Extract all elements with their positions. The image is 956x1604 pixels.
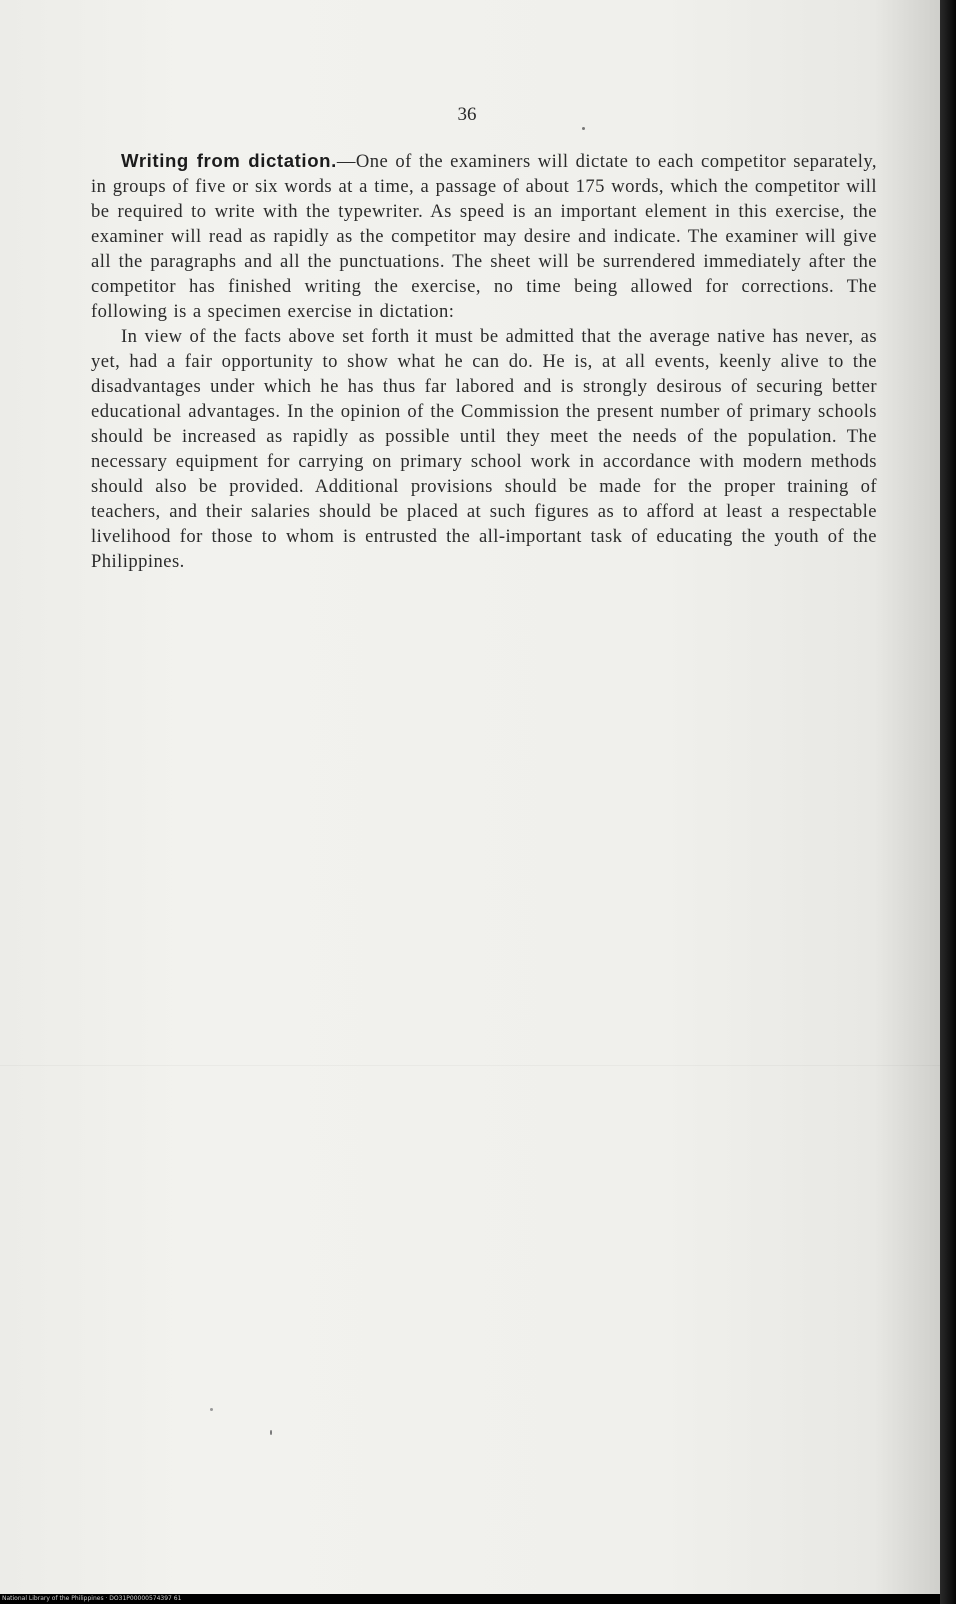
paragraph-specimen-exercise [91,324,877,574]
paragraph-heading: Writing from dictation. [121,150,337,171]
paragraph-text: —One of the examiners will dictate to each competitor separately, in groups of five or six words at a time, a passage of about 175 words, which the competitor will be required to write with the typewriter. As speed is an important element in this exercise, the examiner will read as rapidly as the competitor may desire and indicate. The examiner will give all the paragraphs and all the punctuations. The sheet will be surrendered immediately after the competitor has finished writing the exercise, no time being allowed for corrections. The following is a specimen exercise in dictation: [91,151,877,322]
scan-speck [582,127,585,130]
scan-speck [210,1408,213,1411]
page-number: 36 [457,104,477,125]
paragraph-text: In view of the facts above set forth it must be admitted that the average native has never, as yet, had a fair opportunity to show what he can do. He is, at all events, keenly alive to the disadvantages under which he has thus far labored and is strongly desirous of securing better educational advantages. In the opinion of the Commission the present number of primary schools should be increased as rapidly as possible until they meet the needs of the population. The necessary equipment for carrying on primary school work in accordance with modern methods should also be provided. Additional provisions should be made for the proper training of teachers, and their salaries should be placed at such figures as to afford at least a respectable livelihood for those to whom is entrusted the all-important task of educating the youth of the Philippines. [91,326,877,572]
scan-right-edge [940,0,956,1604]
scan-speck [270,1430,272,1435]
scan-footer-credit: National Library of the Philippines · DO31P00000574397 61 [2,1595,182,1602]
body-text [91,148,877,574]
paragraph-dictation-instructions [91,148,877,324]
